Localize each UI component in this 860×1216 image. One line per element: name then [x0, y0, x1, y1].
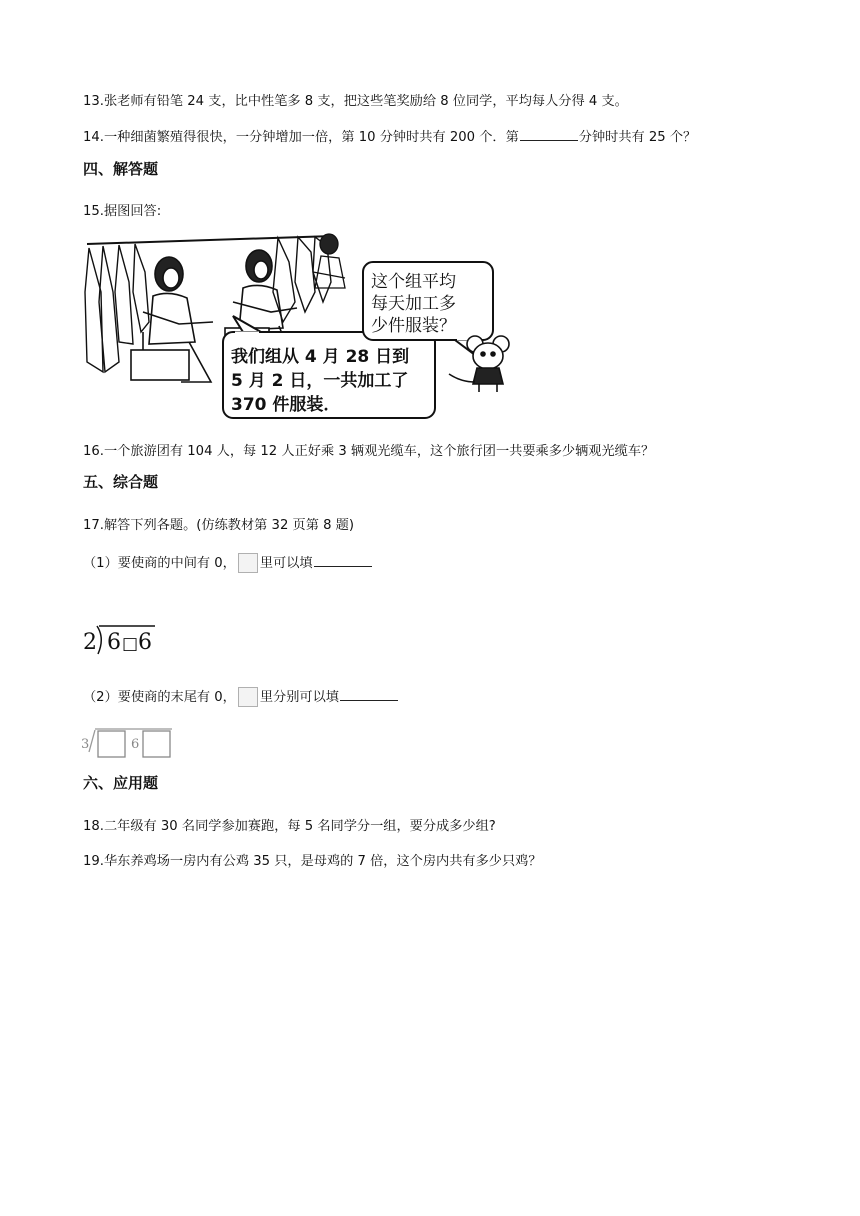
question-17-part-1-text-end: 里可以填	[259, 556, 313, 571]
question-14-text: 14.一种细菌繁殖得很快，一分钟增加一倍，第 10 分钟时共有 200 个．第	[83, 130, 519, 145]
question-17-part-2	[83, 686, 399, 707]
question-14-text-end: 分钟时共有 25 个？	[578, 130, 697, 145]
question-17-part-2-text: （2）要使商的末尾有 0，	[83, 690, 236, 705]
question-15: 15.据图回答:	[83, 204, 162, 219]
divisor-1: 2	[83, 630, 97, 655]
sewing-workers-illustration	[83, 232, 523, 422]
answer-blank	[340, 699, 398, 701]
worker-bubble-line-3: 370 件服装．	[231, 395, 341, 415]
dividend-1-right: 6	[138, 630, 152, 655]
dividend-1-box: □	[122, 634, 139, 654]
empty-square-icon	[238, 553, 258, 573]
section-heading-6: 六、应用题	[83, 774, 159, 792]
question-17-part-1-text: （1）要使商的中间有 0，	[83, 556, 236, 571]
answer-blank	[520, 139, 578, 141]
section-heading-4: 四、解答题	[83, 160, 159, 178]
illustration-drawing	[83, 232, 523, 422]
long-division-1-drawing	[83, 622, 163, 656]
mouse-bubble-line-3: 少件服装？	[371, 316, 456, 336]
dividend-1-left: 6	[107, 630, 121, 655]
worker-bubble-line-1: 我们组从 4 月 28 日到	[231, 347, 410, 367]
question-18: 18.二年级有 30 名同学参加赛跑，每 5 名同学分一组，要分成多少组?	[83, 819, 496, 834]
long-division-2-drawing	[80, 726, 175, 760]
question-13: 13.张老师有铅笔 24 支，比中性笔多 8 支，把这些笔奖励给 8 位同学，平均每人分得 4 支。	[83, 94, 628, 109]
question-16: 16.一个旅游团有 104 人，每 12 人正好乘 3 辆观光缆车，这个旅行团一共要乘多少辆观光缆车？	[83, 444, 655, 459]
empty-square-icon	[238, 687, 258, 707]
question-17-part-1	[83, 552, 373, 573]
long-division-1	[83, 622, 163, 656]
answer-blank	[314, 565, 372, 567]
worker-bubble-line-2: 5 月 2 日，一共加工了	[231, 371, 409, 391]
mouse-bubble-line-2: 每天加工多	[371, 294, 456, 314]
mouse-bubble-line-1: 这个组平均	[371, 272, 456, 292]
mouse-icon	[449, 336, 509, 392]
long-division-2	[80, 726, 175, 760]
question-14	[83, 126, 696, 145]
divisor-2: 3	[81, 737, 90, 752]
section-heading-5: 五、综合题	[83, 473, 159, 491]
question-19: 19.华东养鸡场一房内有公鸡 35 只，是母鸡的 7 倍，这个房内共有多少只鸡？	[83, 854, 542, 869]
question-17: 17.解答下列各题。(仿练教材第 32 页第 8 题)	[83, 518, 355, 533]
dividend-2-middle: 6	[131, 737, 140, 752]
question-17-part-2-text-end: 里分别可以填	[259, 690, 339, 705]
